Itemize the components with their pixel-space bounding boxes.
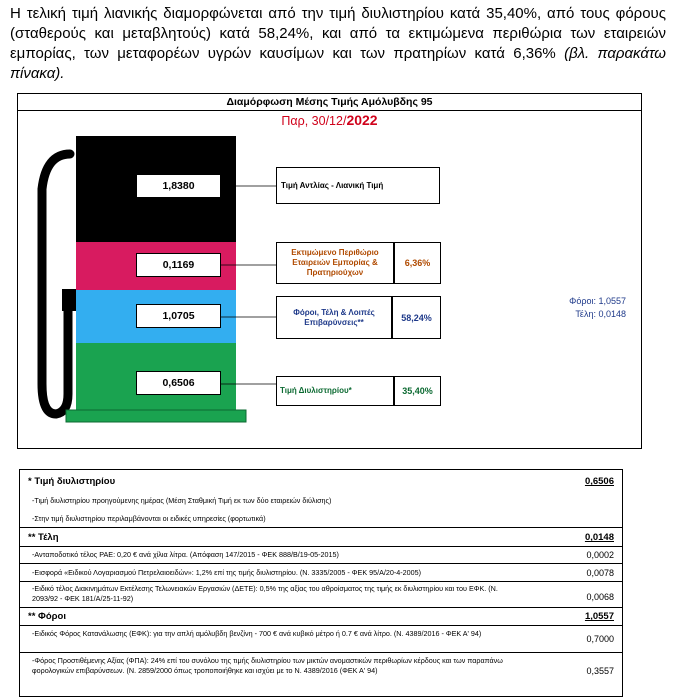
price-infographic <box>17 93 642 449</box>
fees-value: 0,0148 <box>584 532 614 543</box>
fee-text: -Ειδικό τέλος Διακινημάτων Εκτέλεσης Τελωνειακών Εργασιών (ΔΕΤΕ): 0,5% της αξίας του αθροίσματος της τιμής εκ διυλιστηρίου και του ΕΦΚ. (Ν. 2093/92 - ΦΕΚ 181/Α/25-11-92) <box>32 584 498 603</box>
value-refinery: 0,6506 <box>136 371 221 395</box>
divider <box>20 652 622 653</box>
intro-note: (βλ. παρακάτω πίνακα). <box>10 45 666 82</box>
refinery-value: 0,6506 <box>584 476 614 487</box>
fees-heading: ** Τέλη <box>28 532 59 543</box>
fee-value: 0,0068 <box>586 592 614 602</box>
pct-refinery: 35,40% <box>394 376 441 406</box>
taxes-heading: ** Φόροι <box>28 611 66 622</box>
refinery-line: -Στην τιμή διυλιστηρίου περιλαμβάνονται οι ειδικές υπηρεσίες (φορτωτικά) <box>32 514 266 523</box>
value-retail: 1,8380 <box>136 174 221 198</box>
pump-hose <box>42 154 70 414</box>
tax-text: -Φόρος Προστιθέμενης Αξίας (ΦΠΑ): 24% επί του συνόλου της τιμής διυλιστηρίου των μικτών ανομαστικών περιθωρίων κέρδους και των παραπάνω φορολογικών επιβαρύνσεων. (Ν. 2859/2000 όπως τροποποιήθηκε και ισχύει με το Ν. 4389/2016 (ΦΕΚ Α' 94) <box>32 656 503 675</box>
side-tax-value: 1,0557 <box>598 296 626 306</box>
pump-base <box>66 410 246 422</box>
divider <box>20 625 622 626</box>
refinery-heading: * Τιμή διυλιστηρίου <box>28 476 116 487</box>
value-taxes: 1,0705 <box>136 304 221 328</box>
infographic-title: Διαμόρφωση Μέσης Τιμής Αμόλυβδης 95 <box>18 94 641 111</box>
side-tax-label: Φόροι: <box>569 296 596 306</box>
divider <box>20 581 622 582</box>
legend-margin: Εκτιμώμενο Περιθώριο Εταιρειών Εμπορίας & Πρατηριούχων <box>276 242 394 284</box>
value-margin: 0,1169 <box>136 253 221 277</box>
date-prefix: Παρ, 30/12/ <box>281 114 347 128</box>
date-year: 2022 <box>346 112 378 128</box>
divider <box>20 546 622 547</box>
fee-value: 0,0002 <box>586 550 614 560</box>
side-tax <box>526 295 626 307</box>
legend-retail: Τιμή Αντλίας - Λιανική Τιμή <box>276 167 440 204</box>
side-fee-value: 0,0148 <box>598 309 626 319</box>
side-fee-label: Τέλη: <box>575 309 596 319</box>
fee-text: -Εισφορά «Ειδικού Λογαριασμού Πετρελαιοειδών»: 1,2% επί της τιμής διυλιστηρίου. (Ν. 3335/2005 - ΦΕΚ 95/Α/20-4-2005) <box>32 568 422 577</box>
tax-text: -Ειδικός Φόρος Κατανάλωσης (ΕΦΚ): για την απλή αμόλυβδη βενζίνη - 700 € ανά κυβικό μέτρο ή 0.7 € ανά λίτρο. (Ν. 4389/2016 - ΦΕΚ Α' 94) <box>32 629 482 638</box>
divider <box>20 527 622 528</box>
side-fee <box>526 308 626 320</box>
divider <box>20 563 622 564</box>
legend-taxes: Φόροι, Τέλη & Λοιπές Επιβαρύνσεις** <box>276 296 392 339</box>
intro-text: Η τελική τιμή λιανικής διαμορφώνεται από την τιμή διυλιστηρίου κατά 35,40%, από τους φόρους (σταθερούς και μεταβλητούς) κατά 58,24%, και από τα εκτιμώμενα περιθώρια των εταιρειών εμπορίας, των μεταφορέων υγρών καυσίμων και των πρατηρίων κατά 6,36% <box>10 5 666 62</box>
intro-paragraph <box>10 4 666 84</box>
tax-value: 0,7000 <box>586 634 614 644</box>
pct-margin: 6,36% <box>394 242 441 284</box>
pct-taxes: 58,24% <box>392 296 441 339</box>
fee-value: 0,0078 <box>586 568 614 578</box>
taxes-value: 1,0557 <box>584 611 614 622</box>
pump-nozzle <box>62 289 76 311</box>
tax-value: 0,3557 <box>586 666 614 676</box>
divider <box>20 607 622 608</box>
refinery-line: -Τιμή διυλιστηρίου προηγούμενης ημέρας (Μέση Σταθμική Τιμή εκ των δύο εταιρειών διύλισης) <box>32 496 332 505</box>
breakdown-table <box>19 469 623 697</box>
fee-text: -Ανταποδοτικό τέλος ΡΑΕ: 0,20 € ανά χίλια λίτρα. (Απόφαση 147/2015 - ΦΕΚ 888/Β/19-05-2015) <box>32 550 339 559</box>
legend-refinery: Τιμή Διυλιστηρίου* <box>276 376 394 406</box>
